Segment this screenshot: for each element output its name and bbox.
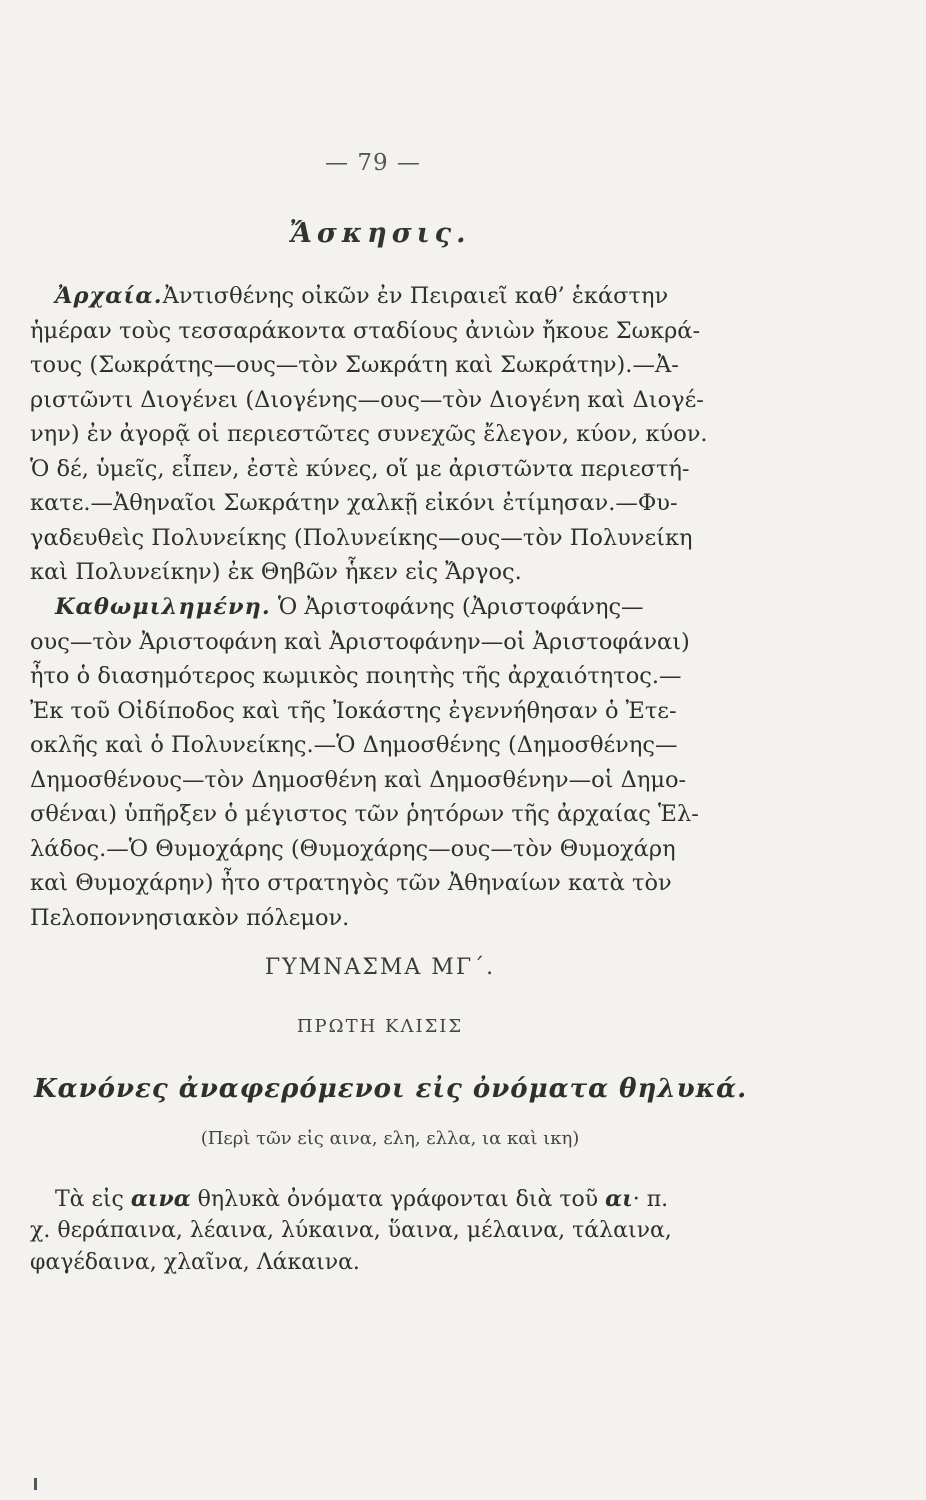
text-line: οκλῆς καὶ ὁ Πολυνείκης.—Ὁ Δημοσθένης (Δημοσθένης— (30, 732, 678, 758)
rule-title: Κανόνες ἀναφερόμενοι εἰς ὀνόματα θηλυκά. (34, 1074, 748, 1104)
exercise-title: ΓΥΜΝΑΣΜΑ ΜΓ΄. (264, 955, 496, 980)
page-number: — 79 — (325, 150, 421, 176)
text-line: Πελοποννησιακὸν πόλεμον. (30, 904, 350, 931)
text-line: τους (Σωκράτης—ους—τὸν Σωκράτη καὶ Σωκράτην).—Ἀ- (30, 352, 679, 378)
text-line: Ἀρχαία.Ἀντισθένης οἰκῶν ἐν Πειραιεῖ καθ’ ἑκάστην (55, 283, 669, 309)
text-line: χ. θεράπαινα, λέαινα, λύκαινα, ὕαινα, μέλαινα, τάλαινα, (30, 1218, 672, 1243)
ending-highlight: αινα (130, 1186, 191, 1212)
text-line: σθέναι) ὑπῆρξεν ὁ μέγιστος τῶν ῥητόρων τῆς ἀρχαίας Ἑλ- (30, 801, 699, 827)
text-line: Ὁ δέ, ὑμεῖς, εἶπεν, ἐστὲ κύνες, οἵ με ἀριστῶντα περιεστή- (30, 455, 690, 482)
rule-note: (Περὶ τῶν εἰς αινα, ελη, ελλα, ια καὶ ικη) (200, 1128, 580, 1149)
text-line: Καθωμιλημένη. Ὁ Ἀριστοφάνης (Ἀριστοφάνης— (55, 594, 644, 620)
text-line: Ἐκ τοῦ Οἰδίποδος καὶ τῆς Ἰοκάστης ἐγεννήθησαν ὁ Ἐτε- (30, 697, 677, 724)
text-line: γαδευθεὶς Πολυνείκης (Πολυνείκης—ους—τὸν Πολυνείκη (30, 524, 693, 551)
text-line: Δημοσθένους—τὸν Δημοσθένη καὶ Δημοσθένην—οἱ Δημο- (30, 766, 687, 793)
text-line: φαγέδαινα, χλαῖνα, Λάκαινα. (30, 1250, 360, 1275)
text-line: ριστῶντι Διογένει (Διογένης—ους—τὸν Διογένη καὶ Διογέ- (30, 386, 704, 413)
declension-subtitle: ΠΡΩΤΗ ΚΛΙΣΙΣ (296, 1016, 464, 1037)
text-line: ους—τὸν Ἀριστοφάνη καὶ Ἀριστοφάνην—οἱ Ἀριστοφάναι) (30, 628, 690, 655)
text-line: Τὰ εἰς αινα θηλυκὰ ὀνόματα γράφονται διὰ τοῦ αι· π. (55, 1186, 669, 1212)
section-ancient (30, 279, 710, 590)
print-speck (34, 1478, 37, 1490)
text-line: ἦτο ὁ διασημότερος κωμικὸς ποιητὴς τῆς ἀρχαιότητος.— (30, 663, 682, 689)
text-line: νην) ἐν ἀγορᾷ οἱ περιεστῶτες συνεχῶς ἔλεγον, κύον, κύον. (30, 421, 708, 447)
section-label: Καθωμιλημένη. (55, 594, 271, 620)
exercise-heading: Ἄσκησις. (289, 218, 471, 249)
text-line: ἡμέραν τοὺς τεσσαράκοντα σταδίους ἀνιὼν ἤκουε Σωκρά- (30, 317, 701, 344)
text-line: κατε.—Ἀθηναῖοι Σωκράτην χαλκῇ εἰκόνι ἐτίμησαν.—Φυ- (30, 490, 678, 516)
rule-body (30, 1183, 710, 1279)
section-colloquial (30, 590, 710, 935)
section-label: Ἀρχαία. (55, 283, 163, 309)
text-line: καὶ Πολυνείκην) ἐκ Θηβῶν ἧκεν εἰς Ἄργος. (30, 559, 522, 585)
text-line: καὶ Θυμοχάρην) ἦτο στρατηγὸς τῶν Ἀθηναίων κατὰ τὸν (30, 870, 672, 896)
ending-highlight: αι (605, 1186, 633, 1212)
text-line: λάδος.—Ὁ Θυμοχάρης (Θυμοχάρης—ους—τὸν Θυμοχάρη (30, 835, 676, 862)
